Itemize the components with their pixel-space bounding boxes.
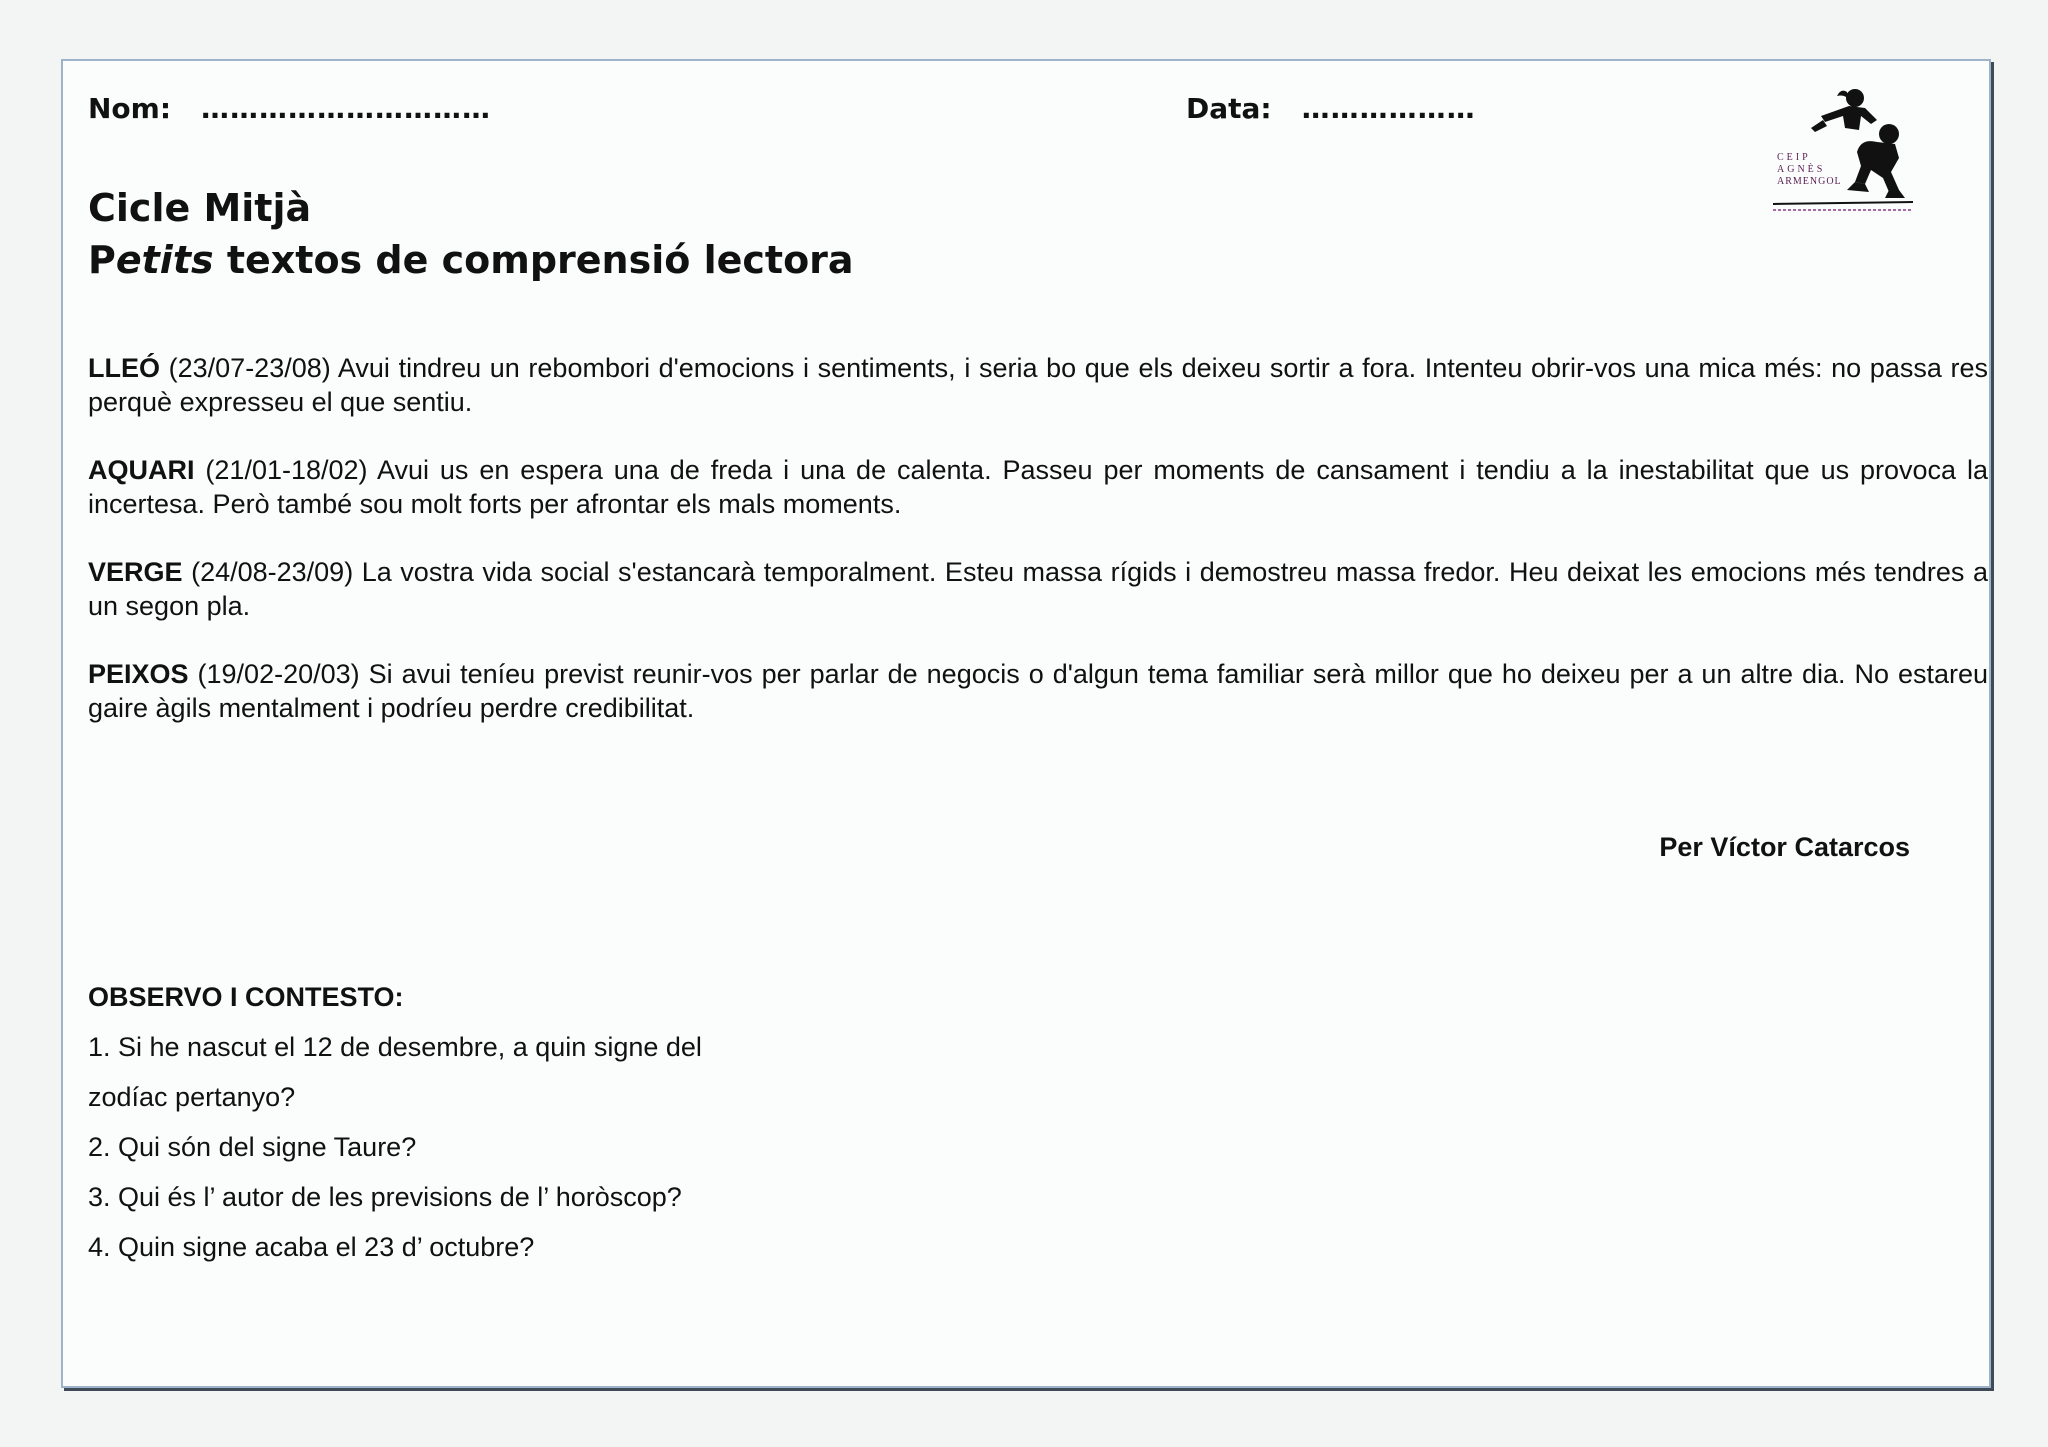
children-leapfrog-icon bbox=[1765, 86, 1915, 216]
logo-text-ceip: CEIP bbox=[1777, 152, 1811, 163]
date-label: Data: bbox=[1186, 92, 1272, 125]
sign-name: PEIXOS bbox=[88, 659, 189, 689]
horoscope-leo bbox=[88, 351, 1988, 419]
title-initial: P bbox=[88, 238, 116, 282]
sign-name: LLEÓ bbox=[88, 353, 160, 383]
horoscope-text: (24/08-23/09) La vostra vida social s'estancarà temporalment. Esteu massa rígids i demostreu massa fredor. Heu deixat les emocions més tendres a un segon pla. bbox=[88, 557, 1988, 621]
sign-name: AQUARI bbox=[88, 455, 195, 485]
title-italic: etits bbox=[115, 238, 214, 282]
name-dots: ………………………… bbox=[201, 92, 492, 125]
horoscope-pisces bbox=[88, 657, 1988, 725]
worksheet-title bbox=[88, 238, 854, 282]
school-logo bbox=[1765, 86, 1915, 216]
logo-text-armengol: ARMENGOL bbox=[1777, 176, 1842, 187]
question-line: 1. Si he nascut el 12 de desembre, a quin signe del bbox=[88, 1032, 702, 1062]
horoscope-virgo bbox=[88, 555, 1988, 623]
date-dots: ……………… bbox=[1301, 92, 1476, 125]
horoscope-aquarius bbox=[88, 453, 1988, 521]
question-line: 2. Qui són del signe Taure? bbox=[88, 1132, 417, 1162]
name-label: Nom: bbox=[88, 92, 172, 125]
question-line: 3. Qui és l’ autor de les previsions de l’ horòscop? bbox=[88, 1182, 682, 1212]
date-field bbox=[1186, 92, 1476, 125]
author-credit: Per Víctor Catarcos bbox=[1659, 832, 1910, 862]
questions-title: OBSERVO I CONTESTO: bbox=[88, 982, 404, 1012]
title-rest: textos de comprensió lectora bbox=[213, 238, 854, 282]
sign-name: VERGE bbox=[88, 557, 183, 587]
cycle-title: Cicle Mitjà bbox=[88, 186, 312, 230]
question-line: zodíac pertanyo? bbox=[88, 1082, 296, 1112]
horoscope-text: (21/01-18/02) Avui us en espera una de freda i una de calenta. Passeu per moments de cansament i tendiu a la inestabilitat que us provoca la incertesa. Però també sou molt forts per afrontar els mals moments. bbox=[88, 455, 1988, 519]
logo-text-agnes: AGNÈS bbox=[1777, 164, 1826, 175]
horoscope-text: (23/07-23/08) Avui tindreu un rebombori d'emocions i sentiments, i seria bo que els deixeu sortir a fora. Intenteu obrir-vos una mica més: no passa res perquè expresseu el que sentiu. bbox=[88, 353, 1988, 417]
question-line: 4. Quin signe acaba el 23 d’ octubre? bbox=[88, 1232, 535, 1262]
name-field bbox=[88, 92, 491, 125]
horoscope-text: (19/02-20/03) Si avui teníeu previst reunir-vos per parlar de negocis o d'algun tema familiar serà millor que ho deixeu per a un altre dia. No estareu gaire àgils mentalment i podríeu perdre credibilitat. bbox=[88, 659, 1988, 723]
